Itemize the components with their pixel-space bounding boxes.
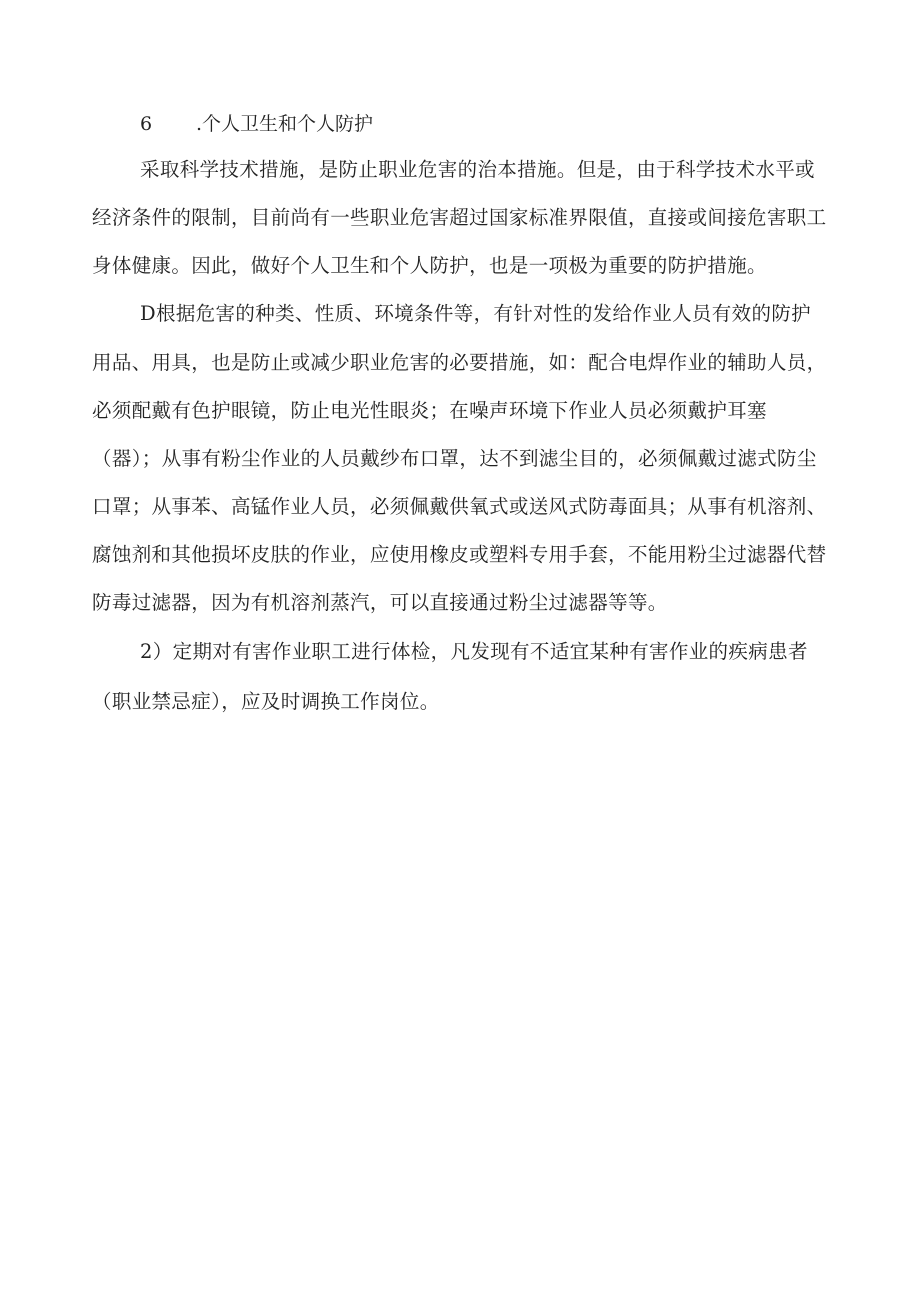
paragraph-2-line-5: 口罩；从事苯、高锰作业人员，必须佩戴供氧式或送风式防毒面具；从事有机溶剂、 <box>92 495 827 518</box>
section-title: .个人卫生和个人防护 <box>196 113 374 135</box>
paragraph-1-line-3: 身体健康。因此，做好个人卫生和个人防护，也是一项极为重要的防护措施。 <box>92 254 767 277</box>
paragraph-2-line-4: （器）；从事有粉尘作业的人员戴纱布口罩，达不到滤尘目的，必须佩戴过滤式防尘 <box>92 447 817 470</box>
section-heading <box>140 110 373 138</box>
paragraph-2-line-6: 腐蚀剂和其他损坏皮肤的作业，应使用橡皮或塑料专用手套，不能用粉尘过滤器代替 <box>92 543 827 566</box>
paragraph-2-line-7: 防毒过滤器，因为有机溶剂蒸汽，可以直接通过粉尘过滤器等等。 <box>92 591 668 614</box>
paragraph-1-line-1: 采取科学技术措施，是防止职业危害的治本措施。但是，由于科学技术水平或 <box>140 158 815 181</box>
paragraph-1-line-2: 经济条件的限制，目前尚有一些职业危害超过国家标准界限值，直接或间接危害职工 <box>92 206 827 229</box>
paragraph-2-line-3: 必须配戴有色护眼镜，防止电光性眼炎；在噪声环境下作业人员必须戴护耳塞 <box>92 399 767 422</box>
paragraph-2-line-1: D根据危害的种类、性质、环境条件等，有针对性的发给作业人员有效的防护 <box>140 302 812 325</box>
paragraph-2-line-2: 用品、用具，也是防止或减少职业危害的必要措施，如：配合电焊作业的辅助人员， <box>92 351 827 374</box>
section-number: 6 <box>140 113 153 135</box>
paragraph-3-line-2: （职业禁忌症），应及时调换工作岗位。 <box>92 690 440 713</box>
paragraph-3-line-1: 2）定期对有害作业职工进行体检，凡发现有不适宜某种有害作业的疾病患者 <box>140 640 808 663</box>
